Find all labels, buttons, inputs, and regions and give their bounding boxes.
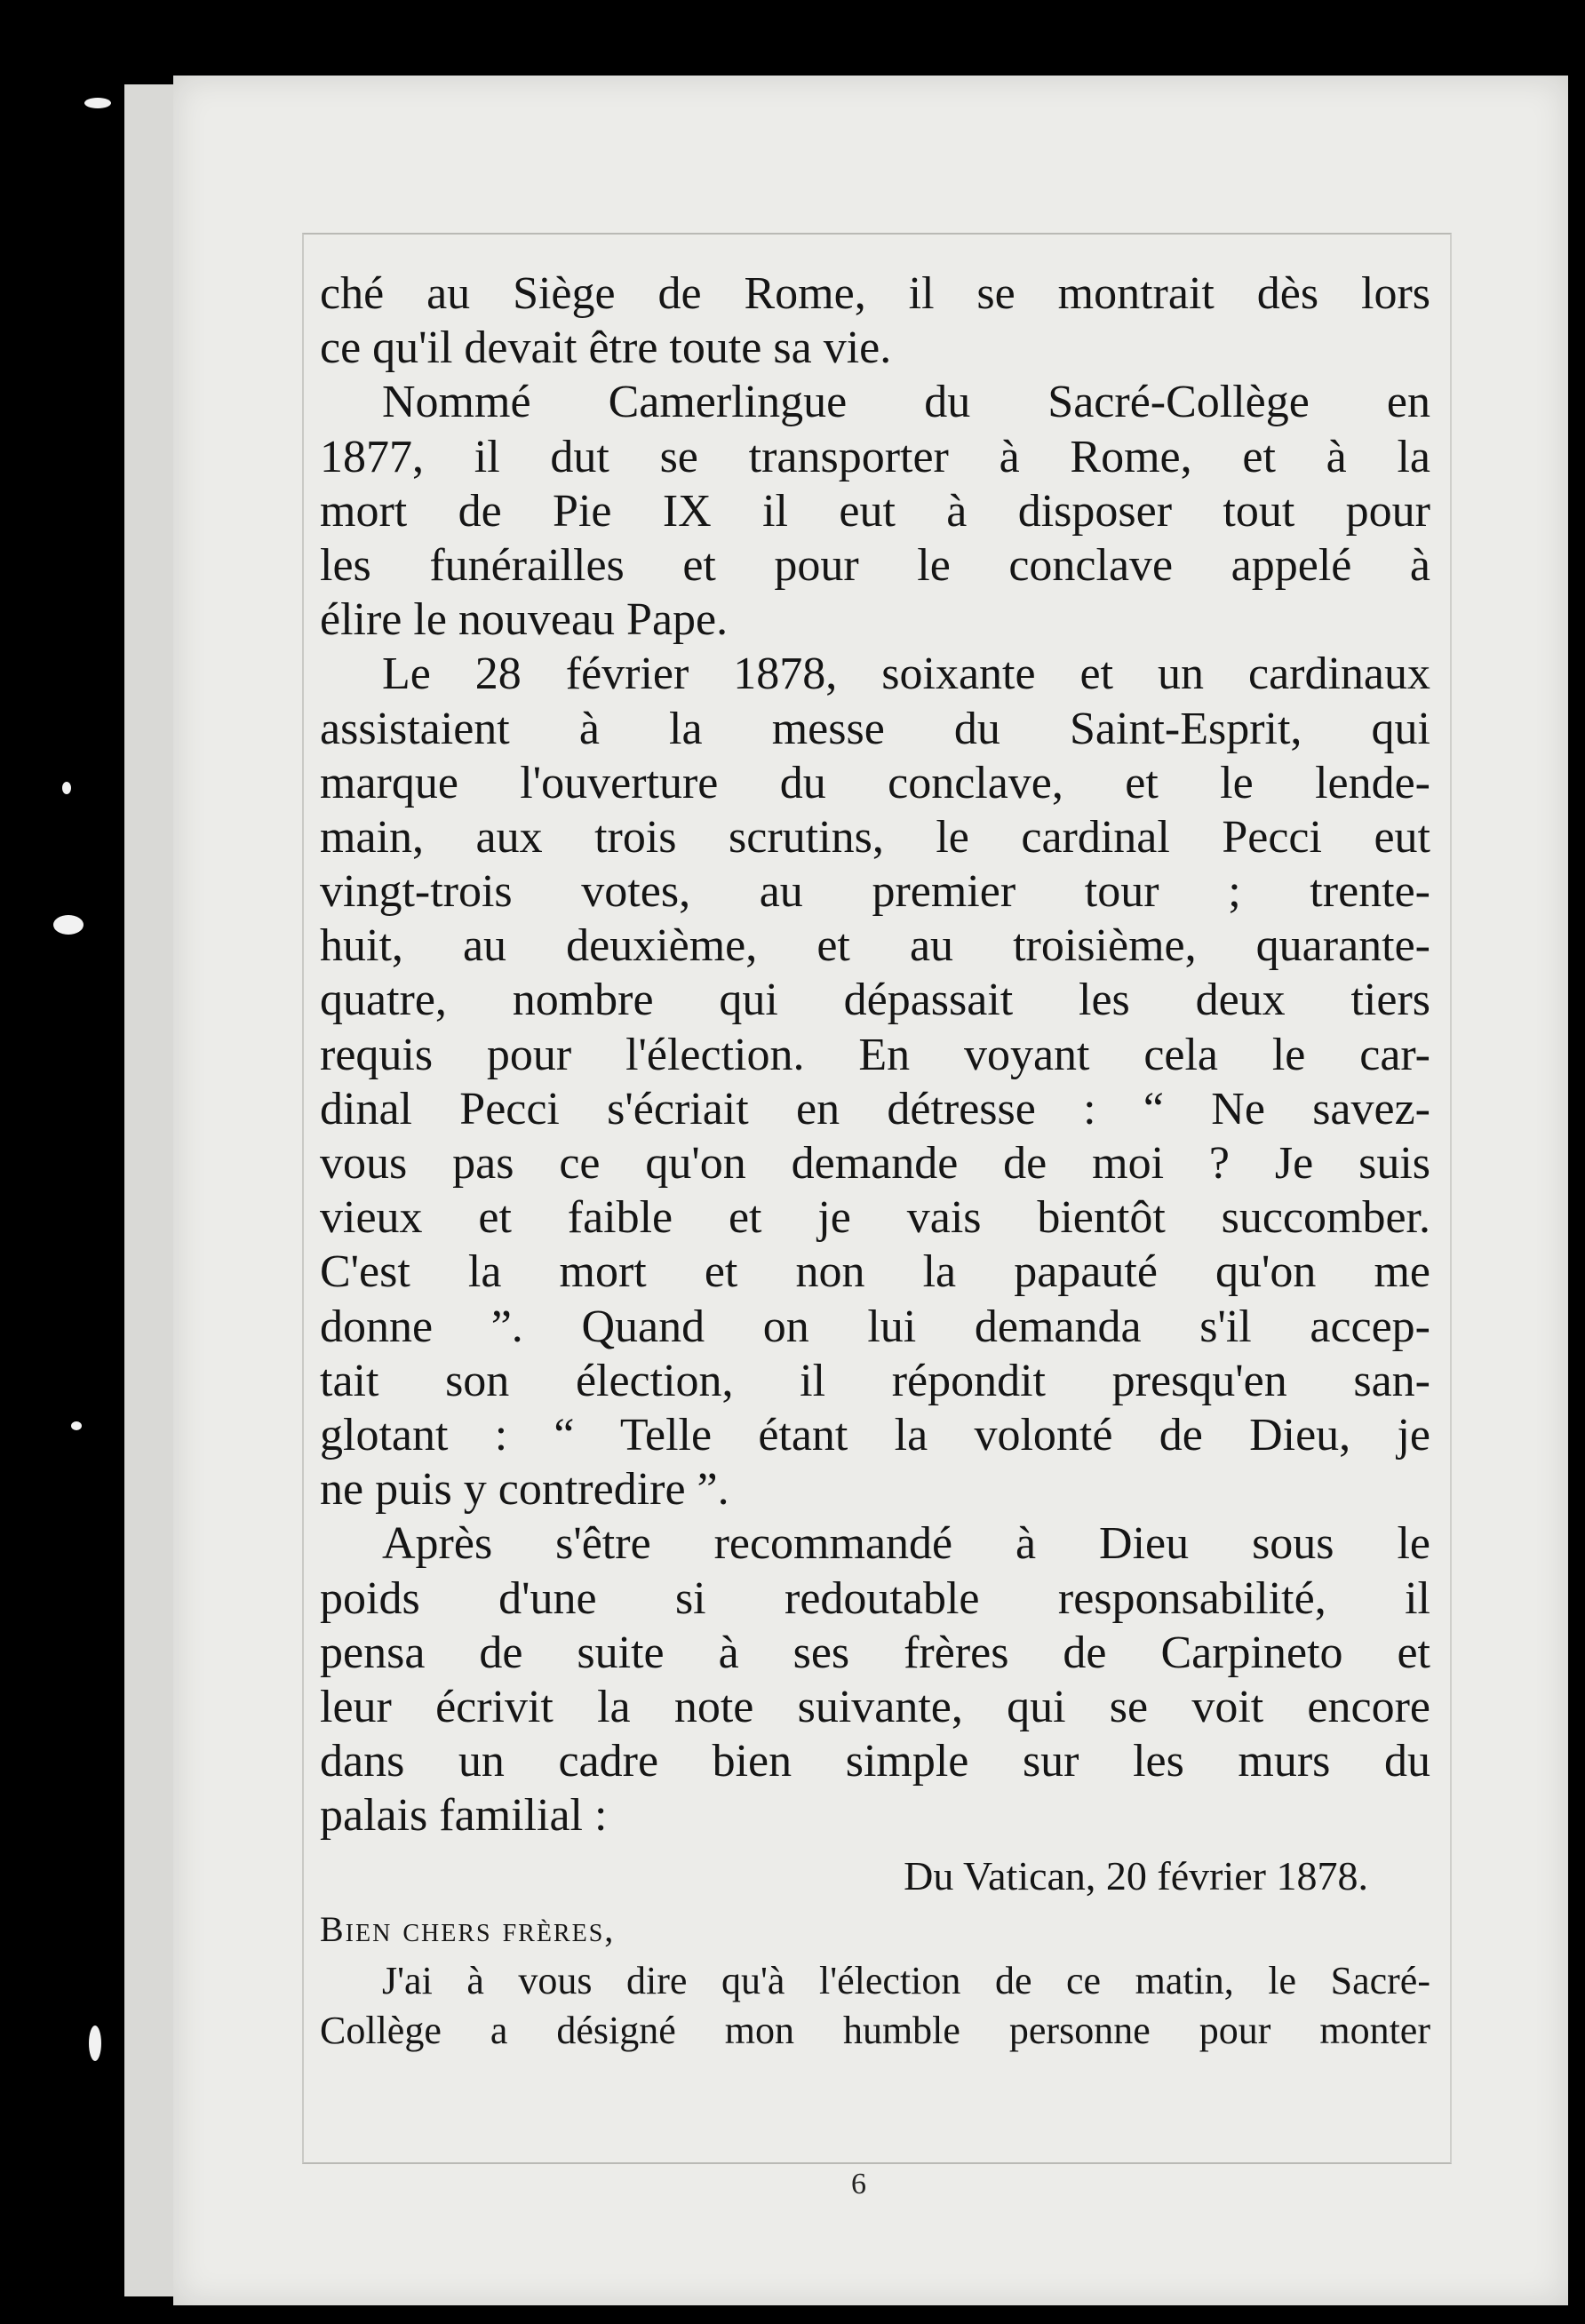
page-edge-shadow	[124, 84, 178, 2296]
page-number: 6	[851, 2168, 866, 2201]
body-line: dinal Pecci s'écriait en détresse : “ Ne savez-	[320, 1083, 1430, 1134]
body-line: glotant : “ Telle étant la volonté de Dieu, je	[320, 1409, 1430, 1460]
page-text-block	[320, 267, 1430, 2056]
scan-speck	[84, 98, 111, 108]
body-line: requis pour l'élection. En voyant cela le car-	[320, 1029, 1430, 1080]
body-line: pensa de suite à ses frères de Carpineto et	[320, 1627, 1430, 1678]
body-line: donne ”. Quand on lui demanda s'il accep-	[320, 1301, 1430, 1352]
body-line: palais familial :	[320, 1790, 608, 1842]
body-line: Après s'être recommandé à Dieu sous le	[382, 1518, 1430, 1570]
body-line: mort de Pie IX il eut à disposer tout pour	[320, 485, 1430, 537]
body-line: Le 28 février 1878, soixante et un cardinaux	[382, 649, 1430, 700]
body-line: vingt-trois votes, au premier tour ; trente-	[320, 866, 1430, 918]
body-line: ne puis y contredire ”.	[320, 1464, 729, 1516]
body-line: ce qu'il devait être toute sa vie.	[320, 322, 892, 374]
scan-speck	[71, 1421, 82, 1430]
body-line: poids d'une si redoutable responsabilité, il	[320, 1572, 1430, 1624]
letter-line: J'ai à vous dire qu'à l'élection de ce matin, le Sacré-	[382, 1959, 1430, 2003]
body-line: C'est la mort et non la papauté qu'on me	[320, 1246, 1430, 1298]
scan-speck	[62, 782, 71, 794]
scan-speck	[89, 2026, 101, 2061]
body-line: les funérailles et pour le conclave appelé à	[320, 539, 1430, 591]
body-line: dans un cadre bien simple sur les murs du	[320, 1736, 1430, 1787]
body-line: leur écrivit la note suivante, qui se voit encore	[320, 1681, 1430, 1732]
body-line: 1877, il dut se transporter à Rome, et à la	[320, 431, 1430, 482]
body-line: assistaient à la messe du Saint-Esprit, qui	[320, 703, 1430, 754]
body-line: marque l'ouverture du conclave, et le lende-	[320, 757, 1430, 808]
letter-dateline: Du Vatican, 20 février 1878.	[904, 1853, 1368, 1899]
letter-salutation: Bien chers frères,	[320, 1909, 616, 1950]
body-line: quatre, nombre qui dépassait les deux tiers	[320, 975, 1430, 1026]
body-line: huit, au deuxième, et au troisième, quarante-	[320, 920, 1430, 972]
body-line: ché au Siège de Rome, il se montrait dès lors	[320, 268, 1430, 319]
body-line: vous pas ce qu'on demande de moi ? Je suis	[320, 1138, 1430, 1189]
body-line: tait son élection, il répondit presqu'en san-	[320, 1355, 1430, 1406]
body-line: élire le nouveau Pape.	[320, 594, 729, 646]
scan-speck	[53, 915, 84, 935]
body-line: Nommé Camerlingue du Sacré-Collège en	[382, 377, 1430, 428]
letter-line: Collège a désigné mon humble personne pour monter	[320, 2009, 1430, 2053]
body-line: vieux et faible et je vais bientôt succomber.	[320, 1192, 1430, 1244]
body-line: main, aux trois scrutins, le cardinal Pecci eut	[320, 811, 1430, 863]
